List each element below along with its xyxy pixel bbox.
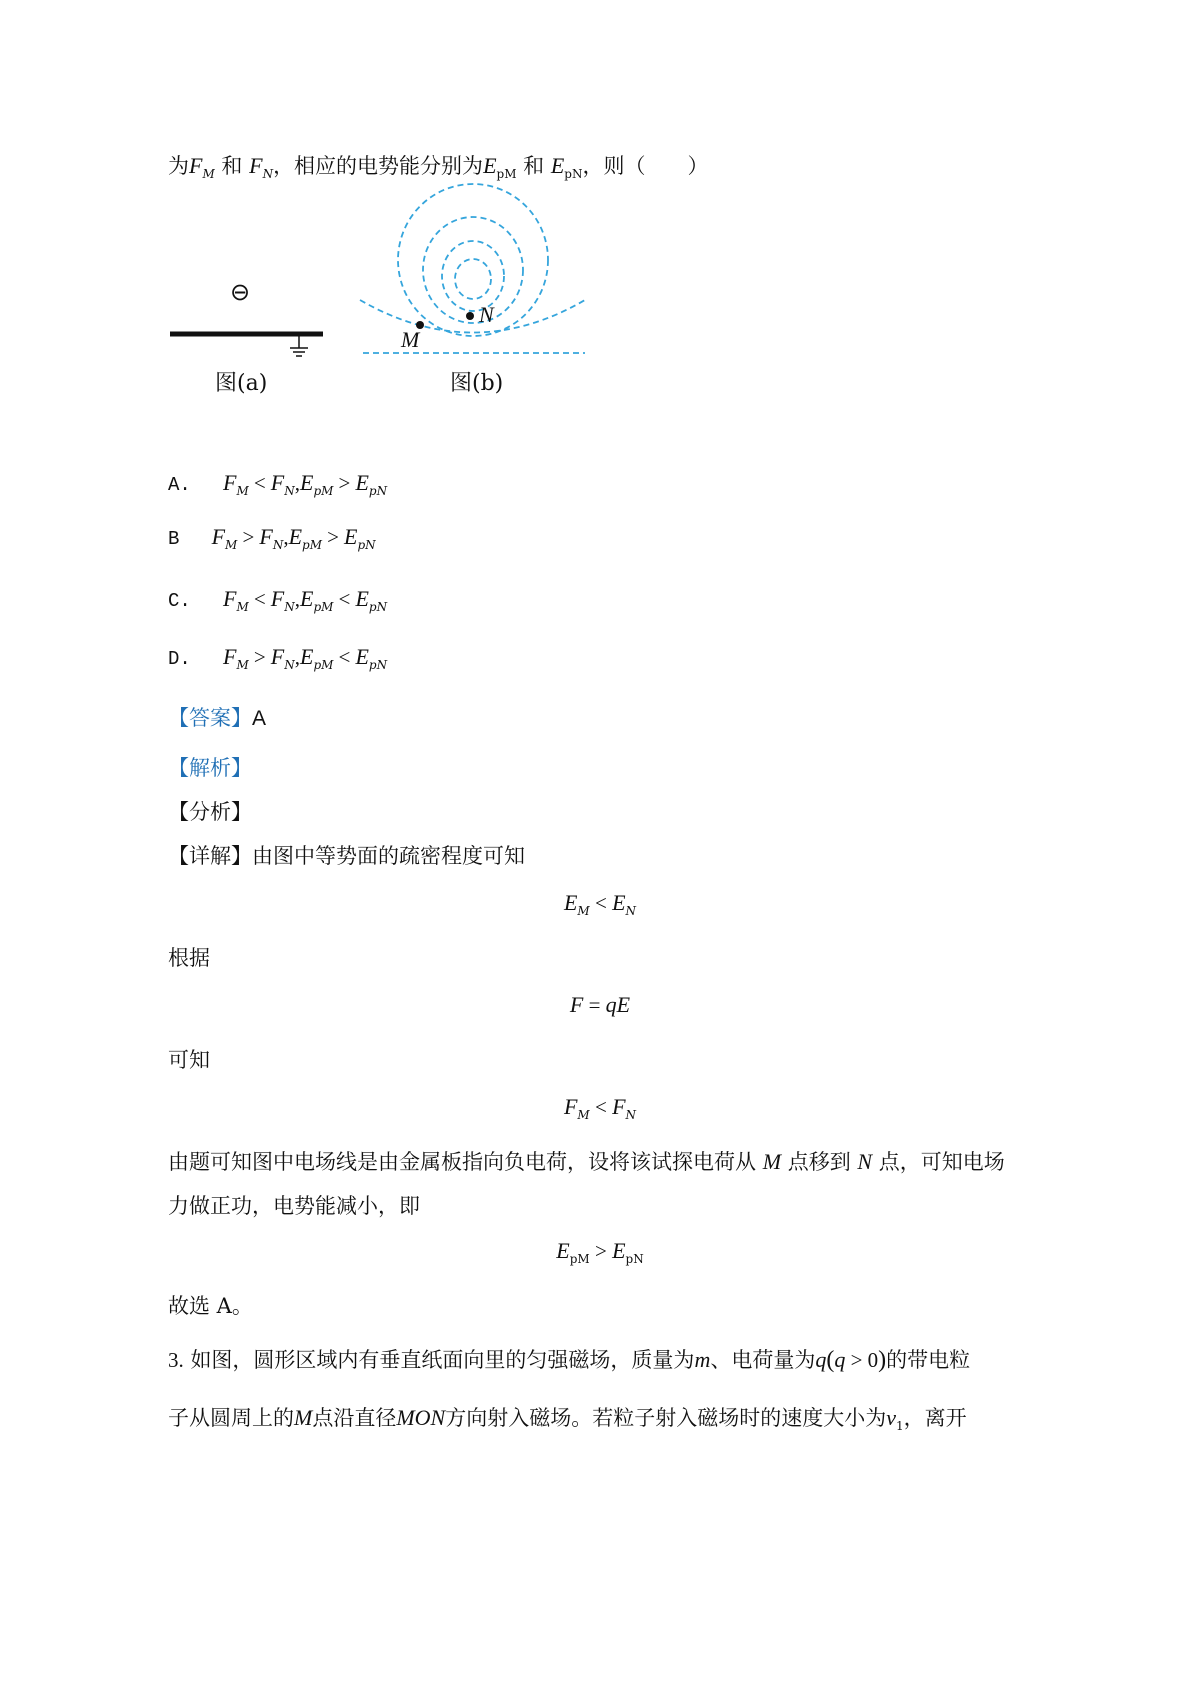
symbol-E: E: [550, 153, 565, 178]
equipotential-circle-4: [455, 259, 491, 299]
answer-line: [168, 702, 266, 732]
conclusion: 故选 A。: [168, 1294, 253, 1318]
symbol-E: E: [483, 153, 497, 178]
option-a: A. $F_M < F_N,E_{pM} > E_{pN}$: [168, 470, 388, 498]
explanation-line-1: 由题可知图中电场线是由金属板指向负电荷，设将该试探电荷从 M 点移到 N 点，可知电场: [168, 1149, 1005, 1174]
symbol-F: F: [249, 153, 263, 178]
answer-value: A: [252, 707, 267, 730]
question-3-line-2: 子从圆周上的M点沿直径MON方向射入磁场。若粒子射入磁场时的速度大小为$v_1$，离开: [168, 1405, 967, 1433]
ke-zhi: 可知: [168, 1048, 210, 1072]
equation-4: $E_{pM} > E_{pN}$: [556, 1238, 644, 1266]
equipotential-circle-3: [442, 241, 504, 311]
detail-line: 【详解】由图中等势面的疏密程度可知: [168, 844, 525, 868]
equipotential-diagram: [355, 180, 595, 360]
equation-2: F = qE: [569, 992, 631, 1017]
figure-b: [355, 180, 595, 405]
fenxi-label: 【分析】: [168, 800, 252, 824]
question-3-line-1: 3. 如图，圆形区域内有垂直纸面向里的匀强磁场，质量为m、电荷量为q(q > 0)的带电粒: [168, 1347, 971, 1373]
equation-1: $E_M < E_N$: [563, 890, 637, 918]
explanation-line-2: 力做正功，电势能减小，即: [168, 1194, 420, 1218]
analysis-label: 【解析】: [168, 756, 252, 780]
answer-label: 【答案】: [168, 706, 252, 730]
negative-charge-icon: ⊖: [230, 278, 251, 306]
symbol-F: F: [189, 153, 203, 178]
point-N: [466, 312, 474, 320]
option-d: D. $F_M > F_N,E_{pM} < E_{pN}$: [168, 644, 388, 672]
label-M: M: [401, 327, 420, 352]
label-N: N: [479, 302, 494, 327]
option-c: C. $F_M < F_N,E_{pM} < E_{pN}$: [168, 586, 388, 614]
option-b: B $F_M > F_N,E_{pM} > E_{pN}$: [168, 524, 376, 552]
gen-ju: 根据: [168, 946, 210, 970]
equipotential-circle-2: [423, 217, 523, 323]
intro-line: 为$F_M$ 和 $F_N$，相应的电势能分别为$E_{pM}$ 和 $E_{pN}$，则（ ）: [168, 153, 709, 181]
figure-a-caption: 图(a): [215, 371, 268, 396]
equipotential-circle-1: [398, 184, 548, 336]
figure-b-caption: 图(b): [450, 371, 504, 396]
equation-3: $F_M < F_N$: [563, 1094, 637, 1122]
figure-a: [160, 270, 335, 400]
